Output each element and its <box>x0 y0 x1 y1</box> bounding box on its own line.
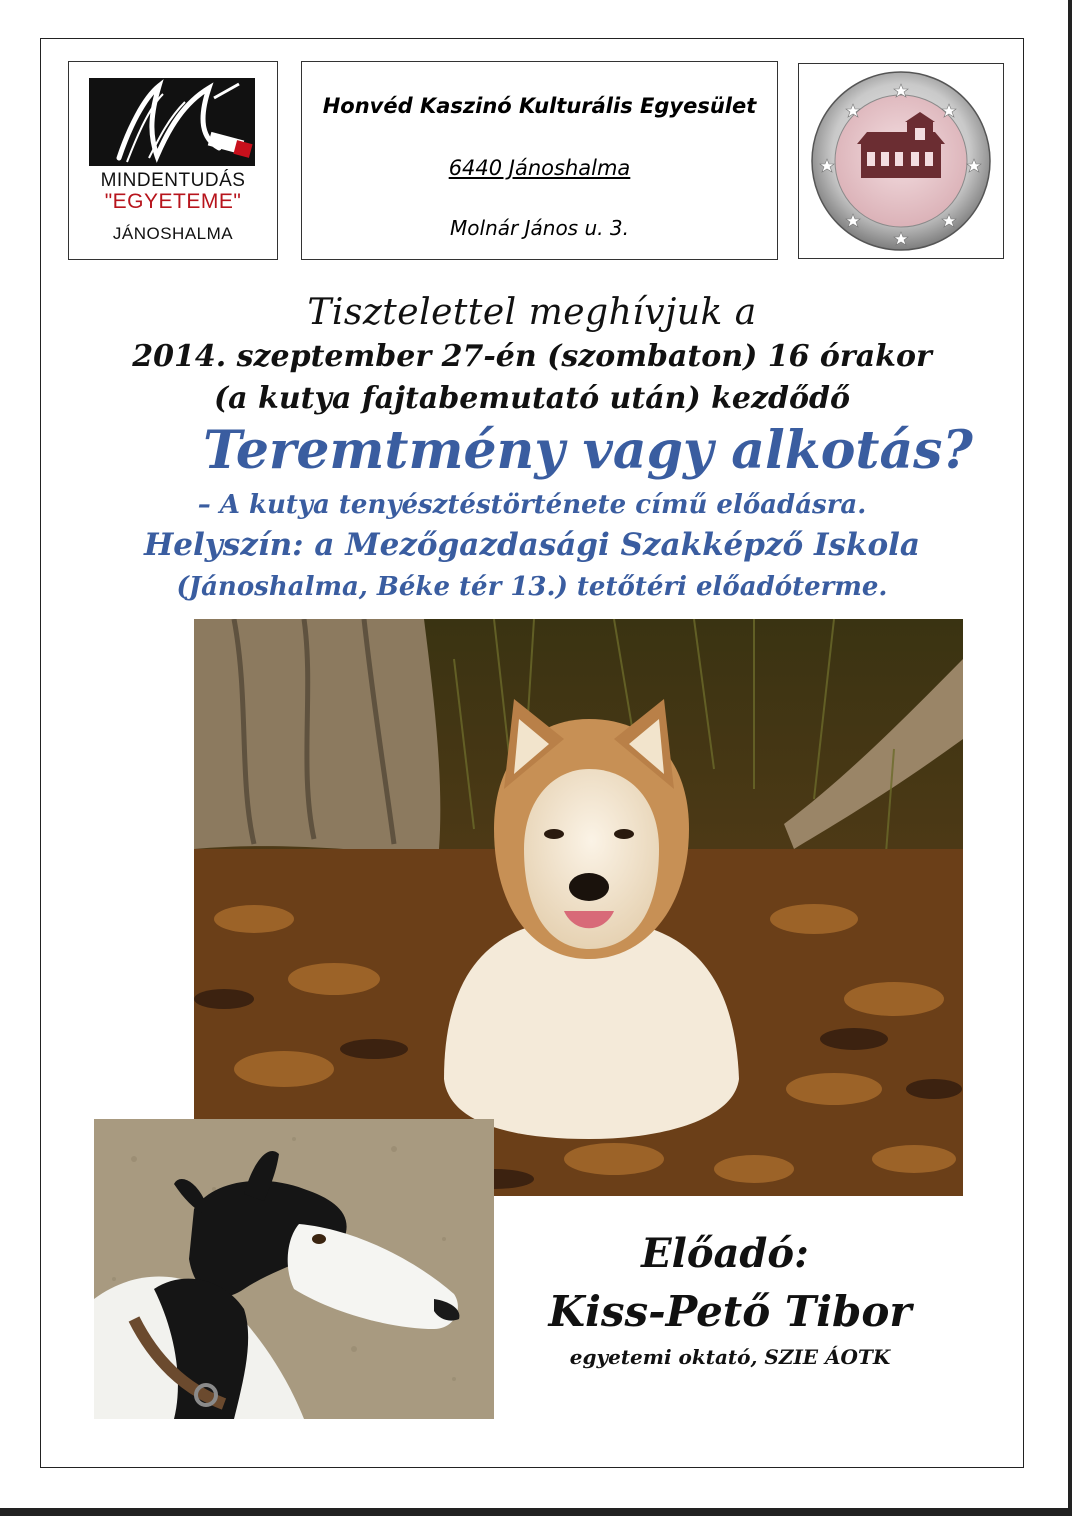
address-city <box>302 156 777 180</box>
mindentudas-logo <box>68 61 278 260</box>
logo-line-1: MINDENTUDÁS <box>100 170 246 191</box>
lecture-subtitle: – A kutya tenyésztéstörténete című előadásra. <box>197 490 867 520</box>
address-street: Molnár János u. 3. <box>450 216 629 240</box>
page-edge-right <box>1068 0 1072 1516</box>
speaker-heading: Előadó: <box>641 1230 809 1277</box>
dog-in-leaves-photo <box>194 619 963 1196</box>
invitation-intro: Tisztelettel meghívjuk a <box>307 292 757 333</box>
logo-graphic <box>89 78 255 166</box>
page-edge-bottom <box>0 1508 1072 1516</box>
venue-address: (Jánoshalma, Béke tér 13.) tetőtéri előadóterme. <box>176 572 888 602</box>
logo-line-3: JÁNOSHALMA <box>112 224 234 243</box>
logo-brush-strokes <box>89 78 255 166</box>
organization-name: Honvéd Kaszinó Kulturális Egyesület <box>322 94 757 118</box>
logo-line-2: "EGYETEME" <box>104 190 242 213</box>
event-timing-note: (a kutya fajtabemutató után) kezdődő <box>213 381 850 416</box>
greyhound-photo <box>94 1119 494 1419</box>
address-box <box>301 61 778 260</box>
coin-image <box>799 64 1005 260</box>
event-date-time: 2014. szeptember 27-én (szombaton) 16 órakor <box>132 339 932 374</box>
address-city-text: 6440 Jánoshalma <box>448 156 631 180</box>
coin-emblem <box>798 63 1004 259</box>
speaker-name: Kiss-Pető Tibor <box>548 1287 912 1336</box>
lecture-title: Teremtmény vagy alkotás? <box>203 420 973 481</box>
venue: Helyszín: a Mezőgazdasági Szakképző Iskola <box>144 527 920 563</box>
speaker-role: egyetemi oktató, SZIE ÁOTK <box>569 1345 891 1369</box>
